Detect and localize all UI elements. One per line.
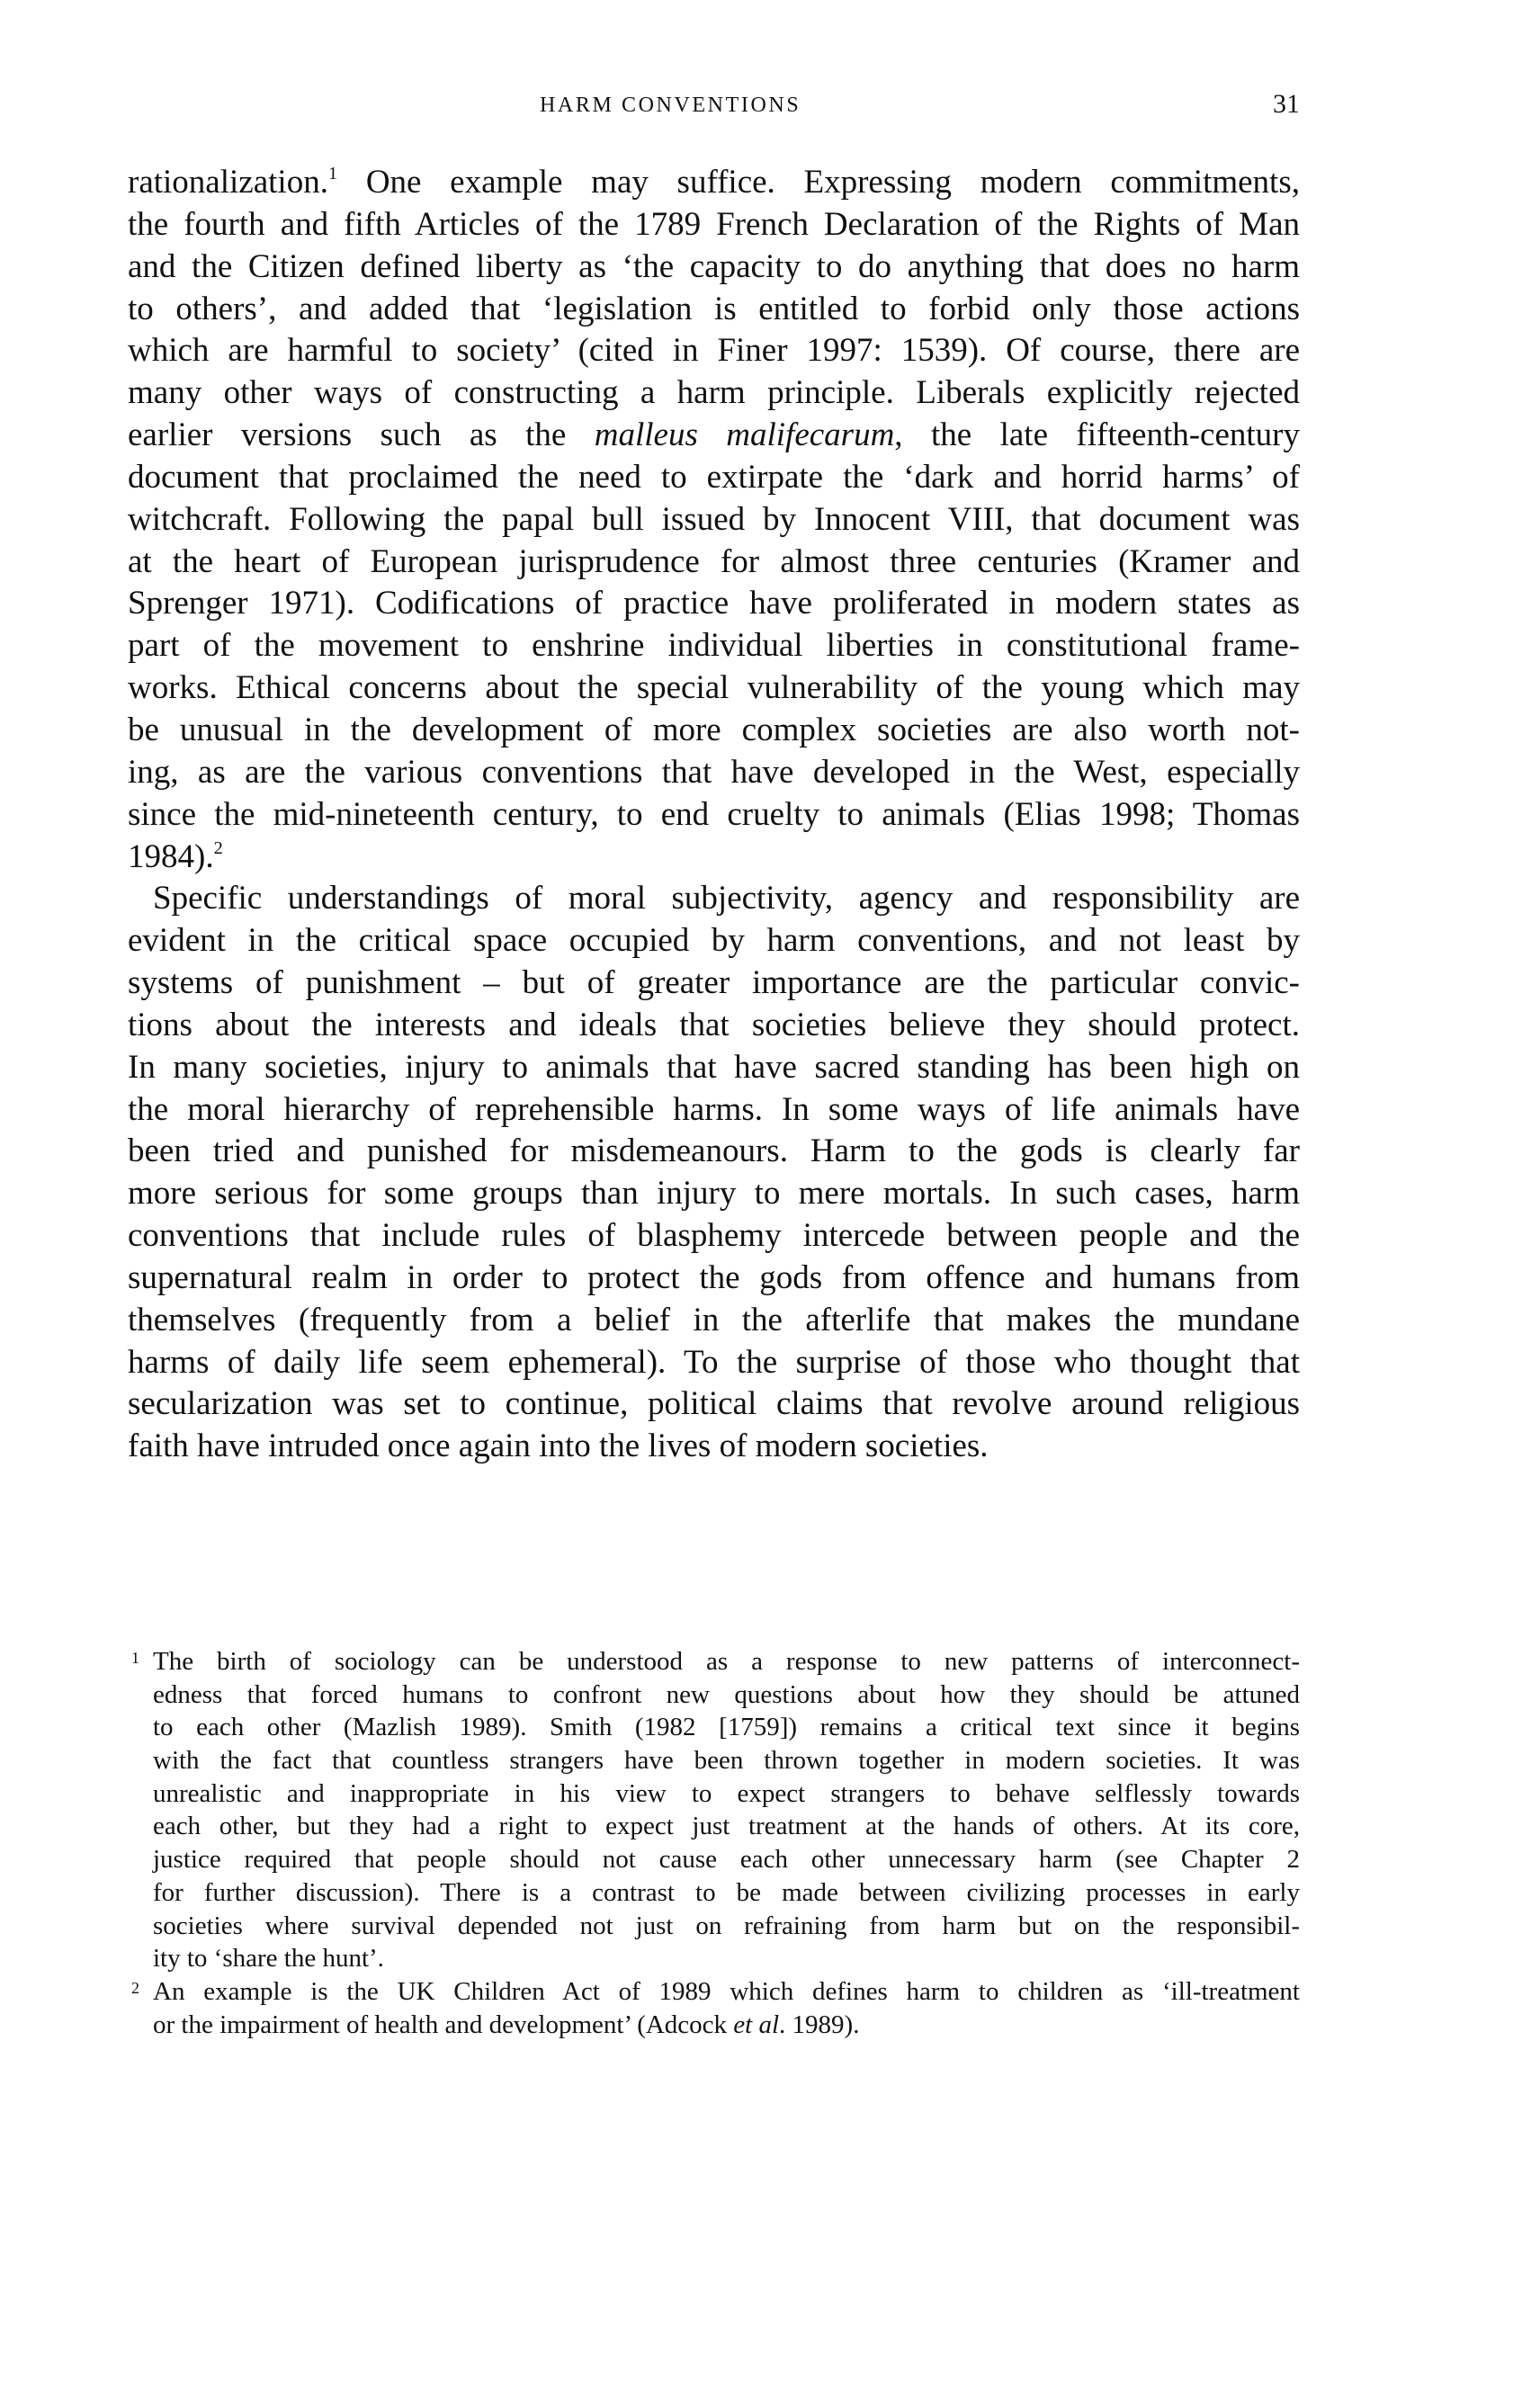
footnote-reference[interactable]: 2 [213,837,223,858]
footnote [128,1645,1300,1975]
body-line: faith have intruded once again into the lives of modern societies. [128,1428,989,1465]
footnote-line: justice required that people should not cause each other unnecessary harm (see Chapter 2 [153,1845,1300,1875]
body-line: supernatural realm in order to protect the gods from offence and humans from [128,1258,1300,1296]
body-line: at the heart of European jurisprudence for almost three centuries (Kramer and [128,542,1300,580]
body-line: the fourth and fifth Articles of the 1789 French Declaration of the Rights of Man [128,205,1300,243]
running-head: HARM CONVENTIONS [540,94,801,117]
page-number: 31 [1273,89,1300,119]
body-line: be unusual in the development of more complex societies are also worth not- [128,711,1300,748]
body-line: rationalization.$^1$ One example may suffice. Expressing modern commitments, [128,163,1300,201]
footnote-line: ity to ‘share the hunt’. [153,1944,384,1974]
footnote-line: unrealistic and inappropriate in his view to expect strangers to behave selflessly towards [153,1778,1300,1808]
body-line: and the Citizen defined liberty as ‘the capacity to do anything that does no harm [128,247,1300,285]
body-line: to others’, and added that ‘legislation is entitled to forbid only those actions [128,290,1300,327]
body-line: the moral hierarchy of reprehensible harms. In some ways of life animals have [128,1090,1300,1128]
body-line: been tried and punished for misdemeanours. Harm to the gods is clearly far [128,1132,1300,1170]
body-line: tions about the interests and ideals that societies believe they should protect. [128,1006,1300,1043]
body-line: part of the movement to enshrine individual liberties in constitutional frame- [128,627,1300,665]
body-line: conventions that include rules of blasphemy intercede between people and the [128,1217,1300,1255]
body-line: 1984).$^2$ [128,837,223,875]
footnote-line: or the impairment of health and development’ (Adcock et al. 1989). [153,2010,860,2039]
body-line: systems of punishment – but of greater importance are the particular convic- [128,964,1300,1002]
body-line: since the mid-nineteenth century, to end cruelty to animals (Elias 1998; Thomas [128,795,1300,833]
body-line: witchcraft. Following the papal bull issued by Innocent VIII, that document was [128,500,1300,538]
italic-text: malleus malifecarum [594,416,895,454]
body-line: harms of daily life seem ephemeral). To the surprise of those who thought that [128,1343,1300,1381]
footnote [128,1975,1300,2041]
body-line: many other ways of constructing a harm principle. Liberals explicitly rejected [128,374,1300,412]
italic-text: et al [733,2010,780,2039]
footnote-line: each other, but they had a right to expect just treatment at the hands of others. At its core, [153,1812,1300,1841]
footnote-line: edness that forced humans to confront new questions about how they should be attuned [153,1679,1300,1709]
body-text [128,162,1300,1468]
footnote-line: with the fact that countless strangers have been thrown together in modern societies. It was [153,1746,1300,1776]
body-line: Sprenger 1971). Codifications of practice have proliferated in modern states as [128,585,1300,622]
footnote-marker: 1 [131,1649,139,1667]
body-line: more serious for some groups than injury to mere mortals. In such cases, harm [128,1175,1300,1213]
body-line: earlier versions such as the malleus malifecarum, the late fifteenth-century [128,416,1301,454]
footnote-line: 2 An example is the UK Children Act of 1989 which defines harm to children as ‘ill-treatment [128,1975,1300,2009]
body-line: Specific understandings of moral subjectivity, agency and responsibility are [153,880,1300,918]
footnotes [128,1645,1300,2041]
footnote-line: to each other (Mazlish 1989). Smith (1982 [1759]) remains a critical text since it begins [153,1713,1300,1742]
footnote-line: for further discussion). There is a contrast to be made between civilizing processes in early [153,1877,1300,1907]
body-line: evident in the critical space occupied by harm conventions, and not least by [128,922,1300,960]
body-line: secularization was set to continue, political claims that revolve around religious [128,1385,1300,1423]
body-line: document that proclaimed the need to extirpate the ‘dark and horrid harms’ of [128,458,1300,496]
footnote-reference[interactable]: 1 [327,163,338,184]
footnote-line: societies where survival depended not just on refraining from harm but on the responsibil- [153,1911,1300,1940]
body-line: In many societies, injury to animals that have sacred standing has been high on [128,1048,1300,1086]
body-line: themselves (frequently from a belief in the afterlife that makes the mundane [128,1301,1300,1338]
footnote-marker: 2 [131,1978,139,1997]
footnote-line: 1 The birth of sociology can be understood as a response to new patterns of interconnect- [128,1645,1300,1678]
body-line: ing, as are the various conventions that have developed in the West, especially [128,753,1300,791]
body-line: works. Ethical concerns about the special vulnerability of the young which may [128,669,1300,707]
body-line: which are harmful to society’ (cited in Finer 1997: 1539). Of course, there are [128,332,1300,370]
